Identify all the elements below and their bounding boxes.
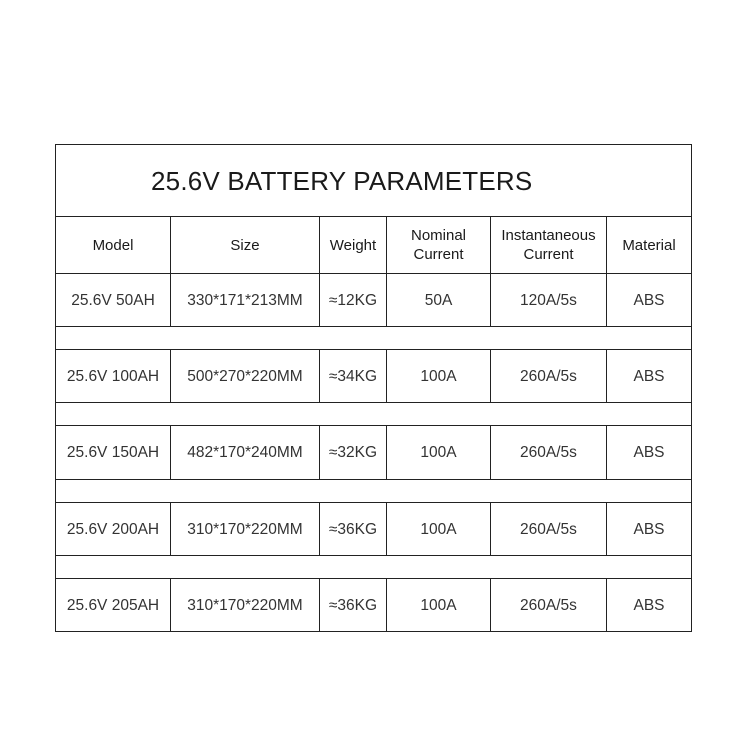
header-size: Size	[171, 217, 320, 273]
header-nominal-current	[387, 217, 491, 273]
cell-material: ABS	[633, 520, 665, 538]
parameters-table	[55, 144, 692, 632]
table-row	[56, 579, 691, 631]
cell-material: ABS	[633, 596, 665, 614]
header-model: Model	[56, 217, 171, 273]
cell-model: 25.6V 200AH	[56, 503, 171, 555]
cell-size: 500*270*220MM	[171, 350, 320, 402]
table-row	[56, 426, 691, 480]
spacer-row	[56, 403, 691, 426]
cell-size: 482*170*240MM	[171, 426, 320, 479]
header-row	[56, 217, 691, 274]
header-instant-line1: Instantaneous	[501, 227, 596, 244]
table-row	[56, 350, 691, 403]
cell-instantaneous-current: 120A/5s	[491, 274, 607, 326]
cell-instantaneous-current: 260A/5s	[491, 350, 607, 402]
cell-weight: ≈32KG	[320, 426, 387, 479]
header-nominal-line2: Current	[413, 246, 464, 263]
cell-nominal-current: 100A	[387, 350, 491, 402]
cell-nominal-current: 50A	[387, 274, 491, 326]
spacer-row	[56, 327, 691, 350]
cell-model: 25.6V 150AH	[56, 426, 171, 479]
header-nominal-line1: Nominal	[410, 227, 467, 244]
header-material: Material	[622, 236, 676, 254]
cell-weight: ≈36KG	[320, 579, 387, 631]
cell-nominal-current: 100A	[387, 426, 491, 479]
table-row	[56, 274, 691, 327]
cell-model: 25.6V 100AH	[56, 350, 171, 402]
header-weight: Weight	[320, 217, 387, 273]
cell-model: 25.6V 50AH	[56, 274, 171, 326]
spacer-row	[56, 480, 691, 503]
cell-weight: ≈36KG	[320, 503, 387, 555]
cell-size: 310*170*220MM	[171, 579, 320, 631]
cell-instantaneous-current: 260A/5s	[491, 426, 607, 479]
cell-nominal-current: 100A	[387, 579, 491, 631]
cell-instantaneous-current: 260A/5s	[491, 579, 607, 631]
spacer-row	[56, 556, 691, 579]
cell-nominal-current: 100A	[387, 503, 491, 555]
cell-material: ABS	[633, 291, 665, 309]
table-title: 25.6V BATTERY PARAMETERS	[56, 145, 691, 217]
cell-weight: ≈34KG	[320, 350, 387, 402]
header-instant-line2: Current	[523, 246, 574, 263]
cell-instantaneous-current: 260A/5s	[491, 503, 607, 555]
cell-model: 25.6V 205AH	[56, 579, 171, 631]
cell-material: ABS	[633, 367, 665, 385]
cell-weight: ≈12KG	[320, 274, 387, 326]
cell-material: ABS	[633, 444, 665, 461]
cell-size: 310*170*220MM	[171, 503, 320, 555]
header-instantaneous-current	[491, 217, 607, 273]
table-row	[56, 503, 691, 556]
cell-size: 330*171*213MM	[171, 274, 320, 326]
